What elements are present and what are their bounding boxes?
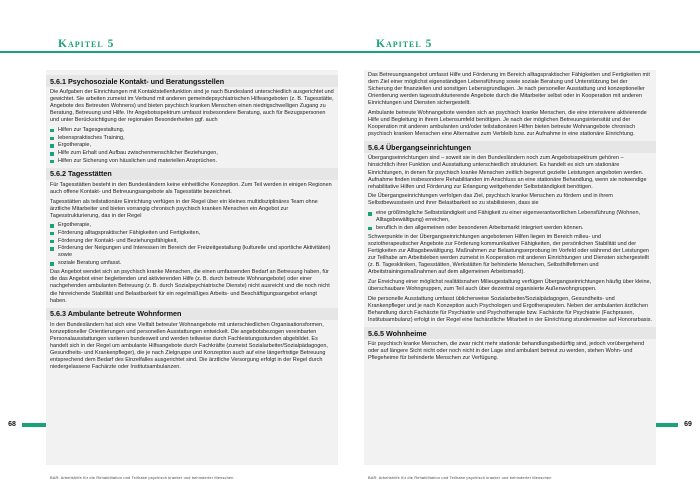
list-item: Hilfen zur Tagesgestaltung, (58, 127, 334, 134)
section-heading: 5.6.4 Übergangseinrichtungen (364, 141, 656, 153)
chapter-title: Kapitel 5 (58, 38, 115, 50)
left-column (46, 72, 338, 374)
list-item: Ergotherapie, (58, 222, 334, 229)
paragraph: Für psychisch kranke Menschen, die zwar nicht mehr stationär behandlungsbedürftig sind, jedoch vorübergehend oder auf längere Sicht nicht oder noch nicht in der Lage sind ambulant betreut zu werden, stehen Wohn- und Pflegeheime für behinderte Menschen zur Verfügung. (368, 341, 645, 362)
list-item: eine größtmögliche Selbstständigkeit und Fähigkeit zu einer eigenverantwortlichen Lebensführung (Wohnen, Alltagsbewältigung) erreichen, (376, 210, 652, 224)
bullet-list (46, 222, 338, 267)
paragraph: Zur Erreichung einer möglichst realitätsnahen Milieugestaltung verfügen Übergangseinrichtungen häufig über kleine, überschaubare Wohngruppen, zum Teil auch über dezentral organisierte Außenwohngruppen. (368, 278, 652, 293)
paragraph: Schwerpunkte in der Übergangseinrichtungen angebotenen Hilfen liegen im Bereich milieu- und soziotherapeutischer Angebote zur Förderung kommunikativer Fähigkeiten, der persönlichen Stabilität und der Fertigkeiten zur Alltagsbewältigung. Maßnahmen zur Belastungserprobung im Vorfeld oder während der Leistungen zur Teilhabe am Arbeitsleben werden zumeist in Kooperation mit anderen Einrichtungen und Diensten sichergestellt (z. B. Tageskliniken, Tagesstätten, Werkstätten für behinderte Menschen, Selbsthilfefirmen und Arbeitstrainingsmaßnahmen auf dem allgemeinen Arbeitsmarkt). (368, 233, 649, 276)
paragraph: Das Betreuungsangebot umfasst Hilfe und Förderung im Bereich alltagspraktischer Fähigkeiten und Fertigkeiten mit dem Ziel einer möglichst eigenständigen Lebensführung sowie soziale Beratung und Unterstützung bei der Sicherung der finanziellen und sonstigen Lebensgrundlagen. Je nach personeller Ausstattung und konzeptioneller Orientierung werden tagesstrukturierende Angebote durch die Mitarbeiter selbst oder in Kooperation mit anderen Einrichtungen und Diensten sichergestellt. (368, 72, 650, 107)
paragraph: Tagesstätten als teilstationäre Einrichtung verfügen in der Regel über ein kleines multidisziplinäres Team ohne ärztliche Mitarbeiter und bieten vorrangig chronisch psychisch kranken Menschen ein Angebot zur Tagesstrukturierung, das in der Regel (50, 198, 318, 219)
paragraph: Das Angebot wendet sich an psychisch kranke Menschen, die einen umfassenden Bedarf an Betreuung haben, für die das Angebot einer begleitenden und aktivierenden Hilfe (z. B. durch betreute Wohnangebote) oder einer nachgehenden ambulanten Betreuung (z. B. durch Sozialpsychiatrische Dienste) nicht ausreicht und die noch nicht die hinreichende Stabilität und Belastbarkeit für ein regelmäßiges Arbeits- und Beschäftigungsangebot erlangt haben. (50, 269, 330, 304)
chapter-rule (350, 51, 700, 53)
paragraph: Übergangseinrichtungen sind – soweit sie in den Bundesländern noch zum Angebotsspektrum gehören – hinsichtlich ihrer Funktion und Ausstattung unterschiedlich strukturiert. Es handelt es sich um stationäre Einrichtungen, in denen für psychisch kranke Menschen zeitlich begrenzt gezielte Leistungen angeboten werden. Aufnahme finden insbesondere Rehabilitanden im Anschluss an eine stationäre Behandlung, wenn sie notwendige rehabilitative Hilfen und Förderung zur Erlangung weitgehender Selbstständigkeit benötigen. (368, 155, 647, 190)
list-item: lebenspraktisches Training, (58, 135, 334, 142)
list-item: Förderung der Neigungen und Interessen im Bereich der Freizeitgestaltung (kulturelle und sportliche Aktivitäten) sowie (58, 245, 334, 259)
section-heading: 5.6.3 Ambulante betreute Wohnformen (46, 308, 338, 320)
list-item: Förderung alltagspraktischer Fähigkeiten und Fertigkeiten, (58, 230, 334, 237)
page-number: 69 (678, 419, 698, 431)
paragraph: Die personelle Ausstattung umfasst üblicherweise Sozialarbeiter/Sozialpädagogen, Gesundheits- und Krankenpfleger und je nach Konzeption auch Psychologen und Ergotherapeuten. Neben der ambulanten ärztlichen Behandlung durch Fachärzte für Psychiatrie und Psychotherapie bzw. Fachärzte für Psychiatrie (Fachpraxen, Institutsambulanz) erfolgt in der Regel eine fachärztliche Mitarbeit in der Einrichtung stundenweise auf Honorarbasis. (368, 295, 653, 323)
paragraph: Für Tagesstätten besteht in den Bundesländern keine einheitliche Konzeption. Zum Teil werden in einigen Regionen auch offene Kontakt- und Betreuungsangebote als Tagesstätte bezeichnet. (50, 181, 332, 195)
paragraph: Die Übergangseinrichtungen verfolgen das Ziel, psychisch kranke Menschen zu fördern und in ihrem Selbstbewusstsein und ihrer Belastbarkeit so zu stabilisieren, dass sie (368, 193, 613, 207)
paragraph: In den Bundesländern hat sich eine Vielfalt betreuter Wohnangebote mit unterschiedlichen Organisationsformen, konzeptioneller Orientierungen und personellen Ausstattungen entwickelt. Die angebotsbezogen vereinbarten Personalausstattungen variieren bundesweit und werden teilweise durch Fachleistungsstunden abgebildet. Es handelt sich in der Regel um ambulante Hilfsangebote durch Fachkräfte (zumeist Sozialarbeiter/Sozialpädagogen, Gesundheits- und Krankenpfleger), die je nach Zielgruppe und Konzeption auch auf eine längerfristige Betreuung entsprechend dem Bedarf des Einzelfalles ausgerichtet sind. Die ärztliche Versorgung erfolgt in der Regel durch niedergelassene Fachärzte oder Institutsambulanzen. (50, 321, 328, 371)
list-item: beruflich in den allgemeinen oder besonderen Arbeitsmarkt integriert werden können. (376, 225, 652, 232)
page-footer: BAR: Arbeitshilfe für die Rehabilitation und Teilhabe psychisch kranker und behinderter Menschen (50, 476, 234, 480)
list-item: Ergotherapie, (58, 142, 334, 149)
paragraph: Ambulante betreute Wohnangebote wenden sich an psychisch kranke Menschen, die eine intensivere aktivierende Hilfe und Begleitung in ihrem Lebensumfeld benötigen. Je nach der möglichen Betreuungsintensität und der Kooperation mit anderen ambulanten und/oder teilstationären Hilfen bieten betreute Wohnangebote chronisch psychisch kranken Menschen eine Alternative zum Verbleib bzw. zur Aufnahme in eine stationäre Einrichtung. (368, 109, 647, 138)
page-number-bar (22, 423, 46, 427)
chapter-title: Kapitel 5 (376, 38, 433, 50)
section-heading: 5.6.2 Tagesstätten (46, 168, 338, 180)
list-item: Förderung der Kontakt- und Beziehungsfähigkeit, (58, 238, 334, 245)
list-item: Hilfen zur Sicherung von häuslichen und materiellen Ansprüchen. (58, 158, 334, 165)
paragraph: Die Aufgaben der Einrichtungen mit Kontaktstellenfunktion sind je nach Bundesland unterschiedlich ausgerichtet und gewichtet. Sie arbeiten zumeist im Verbund mit anderen gemeindepsychiatrischen Hilfeangeboten (z. B. Tagesstätte, Angebote des Betreuten Wohnens) und bieten psychisch kranken Menschen einen niedrigschwelligen Zugang zu Beratung, Betreuung und Hilfe. Ihr Angebotsspektrum umfasst insbesondere Beratung, auch für Bezugspersonen und unter Berücksichtigung der regionalen Besonderheiten ggf. auch (50, 89, 334, 124)
page-number: 68 (2, 419, 22, 431)
list-item: soziale Beratung umfasst. (58, 260, 334, 267)
bullet-list (364, 210, 656, 232)
right-page (350, 0, 700, 495)
list-item: Hilfe zum Erhalt und Aufbau zwischenmenschlicher Beziehungen, (58, 150, 334, 157)
section-heading: 5.6.5 Wohnheime (364, 327, 656, 339)
page-footer: BAR: Arbeitshilfe für die Rehabilitation und Teilhabe psychisch kranker und behinderter Menschen (368, 476, 552, 480)
right-column (364, 72, 656, 365)
chapter-rule (0, 51, 350, 53)
section-heading: 5.6.1 Psychosoziale Kontakt- und Beratungsstellen (46, 75, 338, 87)
bullet-list (46, 127, 338, 165)
page-number-bar (656, 423, 678, 427)
